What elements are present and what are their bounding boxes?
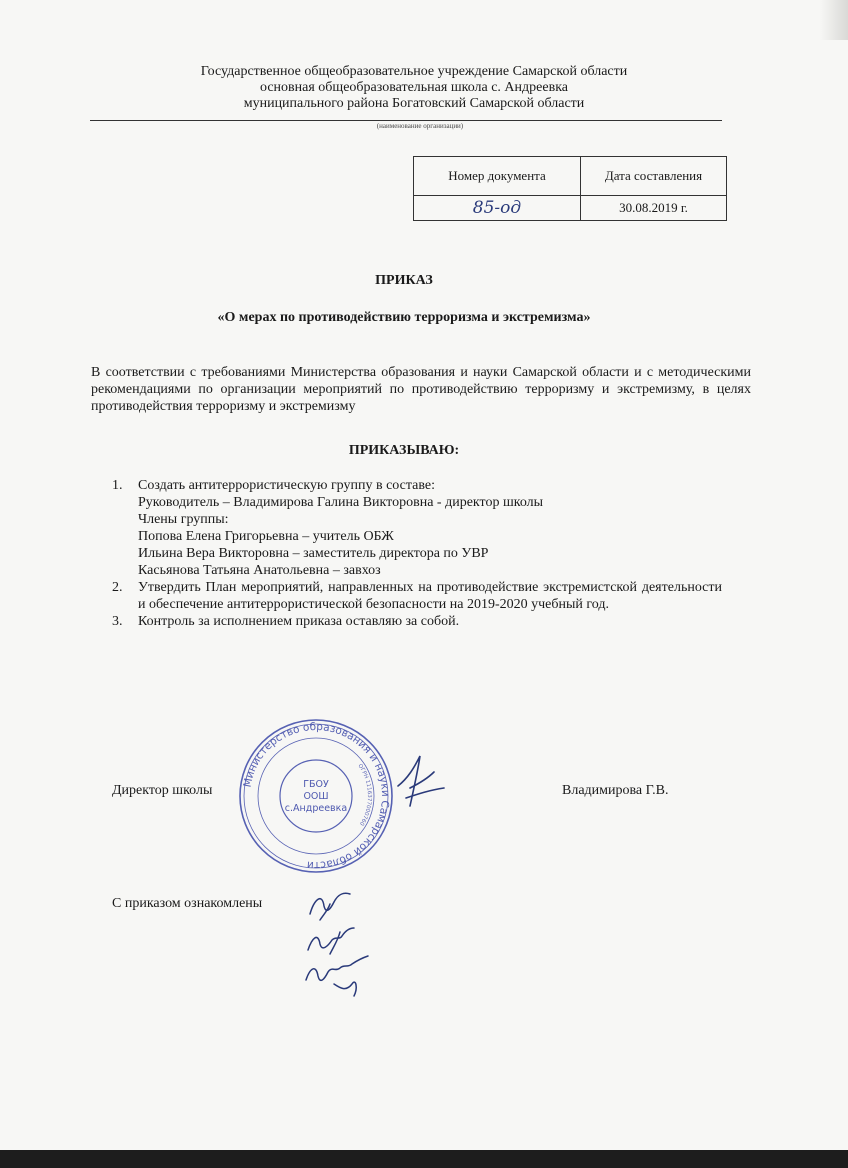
acknowledgement-label: С приказом ознакомлены [112,896,263,911]
item-line: Попова Елена Григорьевна – учитель ОБЖ [138,529,394,544]
document-date-value: 30.08.2019 г. [581,196,727,221]
document-title: ПРИКАЗ [375,273,433,288]
item-number: 3. [112,614,123,629]
item-text: Контроль за исполнением приказа оставляю за собой. [138,614,460,629]
acknowledgement-signatures [300,880,390,1010]
official-stamp [236,716,396,876]
stamp-ogrn-text: ОГРН 1116377000760 [356,763,373,827]
handwritten-document-number: 85-од [472,197,522,218]
scan-edge-bottom [0,1150,848,1168]
organization-caption: (наименование организации) [376,122,464,130]
order-item-1 [112,477,722,579]
order-item-3 [112,613,722,630]
document-number-header: Номер документа [414,157,581,196]
document-number-value [414,196,581,221]
signature-position: Директор школы [112,783,213,798]
stamp-center-line-2: ООШ [303,791,329,802]
organization-header [60,64,768,112]
item-number: 2. [112,580,123,595]
item-line: Члены группы: [138,512,229,527]
order-item-2 [112,579,722,613]
stamp-center-line-3: с.Андреевка [284,803,348,814]
organization-line-2: основная общеобразовательная школа с. Андреевка [259,80,568,95]
director-signature [388,748,450,818]
item-line: Касьянова Татьяна Анатольевна – завхоз [138,563,381,578]
order-items-list [112,477,722,630]
scan-edge [820,0,848,40]
document-number-table [413,156,727,221]
item-line: Создать антитеррористическую группу в составе: [138,478,436,493]
stamp-outer-text: Министерство образования и науки Самарской области [241,720,392,872]
item-line: Руководитель – Владимирова Галина Викторовна - директор школы [138,495,544,510]
order-word: ПРИКАЗЫВАЮ: [348,443,460,458]
document-subtitle: «О мерах по противодействию терроризма и экстремизма» [217,310,591,325]
document-date-header: Дата составления [581,157,727,196]
item-text: Утвердить План мероприятий, направленных на противодействие экстремистской деятельности и обеспечение антитеррористической безопасности на 2019-2020 учебный год. [138,580,722,612]
item-number: 1. [112,478,123,493]
preamble-paragraph: В соответствии с требованиями Министерства образования и науки Самарской области и с методическими рекомендациями по организации мероприятий по противодействию терроризму и экстремизму, в целях противодействия терроризму и экстремизму [91,365,751,414]
organization-line-3: муниципального района Богатовский Самарской области [243,96,585,111]
organization-line-1: Государственное общеобразовательное учреждение Самарской области [200,64,628,79]
stamp-center-line-1: ГБОУ [303,779,329,790]
signature-name: Владимирова Г.В. [562,783,669,798]
organization-underline [90,120,722,121]
item-line: Ильина Вера Викторовна – заместитель директора по УВР [138,546,489,561]
